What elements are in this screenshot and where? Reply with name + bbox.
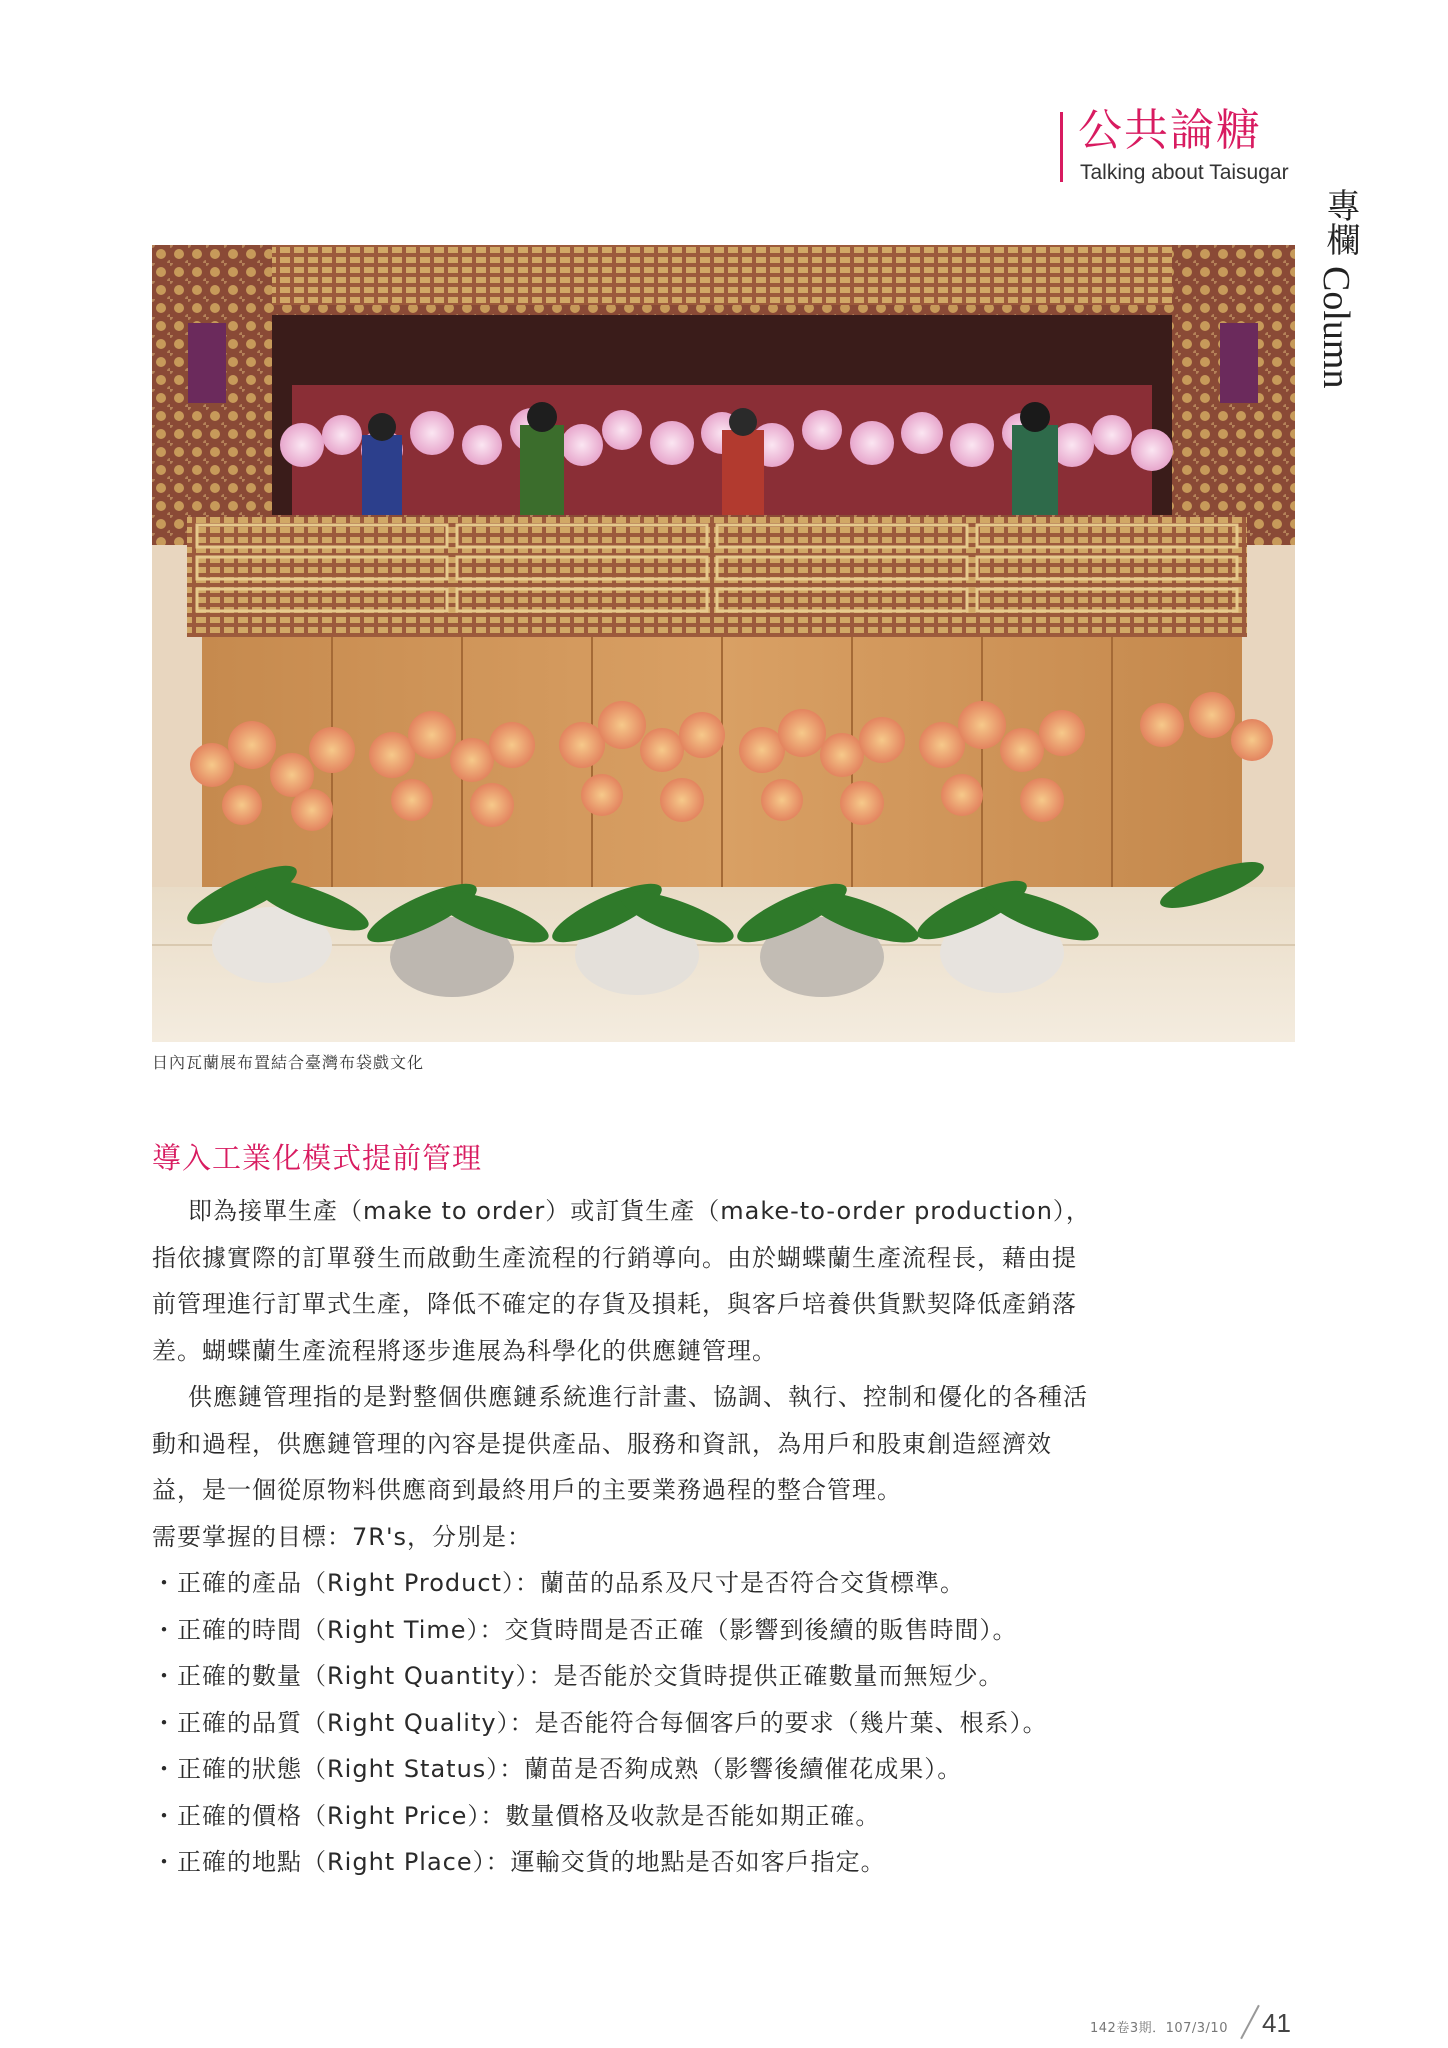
photo-caption: 日內瓦蘭展布置結合臺灣布袋戲文化 bbox=[152, 1053, 425, 1072]
list-item: ・ 正確的數量（Right Quantity）：是否能於交貨時提供正確數量而無短少。 bbox=[152, 1653, 1092, 1700]
paragraph-2: 供應鏈管理指的是對整個供應鏈系統進行計畫、協調、執行、控制和優化的各種活動和過程，供應鏈管理的內容是提供產品、服務和資訊，為用戶和股東創造經濟效益，是一個從原物料供應商到最終用戶的主要業務過程的整合管理。 bbox=[152, 1383, 1088, 1504]
list-item: ・ 正確的時間（Right Time）：交貨時間是否正確（影響到後續的販售時間）。 bbox=[152, 1607, 1092, 1654]
list-item: ・ 正確的品質（Right Quality）：是否能符合每個客戶的要求（幾片葉、根系）。 bbox=[152, 1700, 1092, 1747]
orchid-exhibit-photo bbox=[152, 245, 1295, 1042]
issue-info: 142卷3期．107/3/10 bbox=[1090, 2021, 1228, 2036]
footer-divider bbox=[1240, 2005, 1260, 2039]
column-title: 公共論糖 bbox=[1078, 105, 1262, 156]
header-accent-bar bbox=[1060, 112, 1063, 182]
section-heading: 導入工業化模式提前管理 bbox=[152, 1141, 483, 1175]
paragraph-3: 需要掌握的目標：7R's，分別是： bbox=[152, 1522, 533, 1551]
paragraph-1: 即為接單生產（make to order）或訂貨生產（make-to-order production），指依據實際的訂單發生而啟動生產流程的行銷導向。由於蝴蝶蘭生產流程長，藉由提前管理進行訂單式生產，降低不確定的存貨及損耗，與客戶培養供貨默契降低產銷落差。蝴蝶蘭生產流程將逐步進展為科學化的供應鏈管理。 bbox=[152, 1197, 1091, 1365]
page-number: 41 bbox=[1262, 2008, 1291, 2038]
list-item: ・ 正確的價格（Right Price）：數量價格及收款是否能如期正確。 bbox=[152, 1793, 1092, 1840]
side-label-en: Column bbox=[1315, 266, 1357, 389]
list-item: ・ 正確的狀態（Right Status）：蘭苗是否夠成熟（影響後續催花成果）。 bbox=[152, 1746, 1092, 1793]
side-label-zh: 專欄 bbox=[1320, 188, 1360, 256]
orchid-exhibit-illustration bbox=[152, 245, 1295, 1042]
column-subtitle: Talking about Taisugar bbox=[1080, 161, 1289, 184]
list-item: ・ 正確的產品（Right Product）：蘭苗的品系及尺寸是否符合交貨標準。 bbox=[152, 1560, 1092, 1607]
article-body bbox=[152, 1188, 1092, 1886]
list-item: ・ 正確的地點（Right Place）：運輸交貨的地點是否如客戶指定。 bbox=[152, 1839, 1092, 1886]
